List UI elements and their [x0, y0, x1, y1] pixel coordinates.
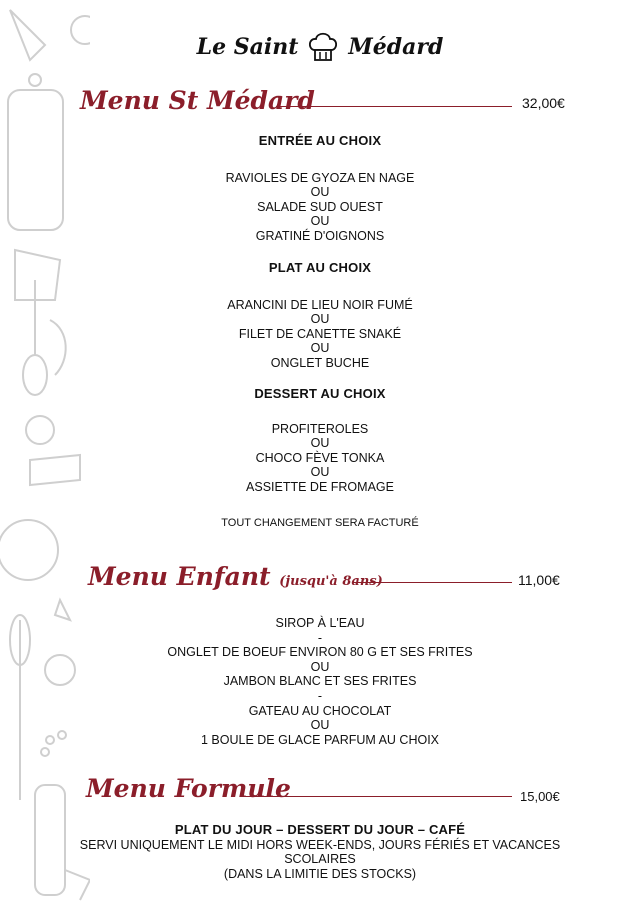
enfant-item: GATEAU AU CHOCOLAT	[248, 703, 392, 718]
enfant-item: -	[317, 688, 323, 703]
plat-item: ONGLET BUCHE	[270, 355, 370, 370]
plat-item: OU	[310, 312, 330, 327]
restaurant-header	[0, 30, 640, 64]
enfant-item: 1 BOULE DE GLACE PARFUM AU CHOIX	[200, 732, 440, 747]
enfant-item: OU	[310, 659, 330, 674]
dessert-item: CHOCO FÈVE TONKA	[255, 450, 385, 465]
menu-formule-title: Menu Formule	[86, 774, 291, 803]
menu-st-medard-title: Menu St Médard	[80, 86, 315, 115]
dessert-heading: DESSERT AU CHOIX	[254, 386, 386, 401]
plat-section	[0, 261, 640, 371]
plat-item: OU	[310, 341, 330, 356]
entree-item: SALADE SUD OUEST	[257, 199, 383, 214]
dessert-section	[0, 387, 640, 495]
plat-item: ARANCINI DE LIEU NOIR FUMÉ	[227, 297, 413, 312]
enfant-item: -	[317, 630, 323, 645]
menu-formule-price: 15,00€	[520, 789, 560, 804]
formule-line: (DANS LA LIMITIE DES STOCKS)	[223, 866, 417, 881]
menu-formule-rule	[242, 796, 512, 797]
formule-heading: PLAT DU JOUR – DESSERT DU JOUR – CAFÉ	[174, 822, 466, 837]
menu-st-medard-rule	[276, 106, 512, 107]
chef-hat-icon	[308, 30, 338, 64]
restaurant-logo	[197, 30, 444, 64]
dessert-item: PROFITEROLES	[271, 421, 369, 436]
menu-enfant-price: 11,00€	[518, 572, 560, 588]
entree-section	[0, 134, 640, 244]
entree-item: GRATINÉ D'OIGNONS	[255, 228, 385, 243]
change-note: TOUT CHANGEMENT SERA FACTURÉ	[221, 517, 419, 529]
formule-line: SCOLAIRES	[284, 852, 356, 867]
enfant-item: JAMBON BLANC ET SES FRITES	[223, 674, 417, 689]
menu-enfant-rule	[352, 582, 512, 583]
entree-item: OU	[310, 214, 330, 229]
entree-item: RAVIOLES DE GYOZA EN NAGE	[225, 170, 415, 185]
enfant-item: OU	[310, 718, 330, 733]
enfant-item: ONGLET DE BOEUF ENVIRON 80 G ET SES FRITES	[167, 645, 473, 660]
formule-section	[0, 823, 640, 881]
plat-heading: PLAT AU CHOIX	[268, 260, 372, 275]
dessert-item: OU	[310, 436, 330, 451]
enfant-item: SIROP À L'EAU	[275, 616, 365, 630]
dessert-item: OU	[310, 465, 330, 480]
menu-enfant-title-wrap	[88, 562, 383, 591]
restaurant-name-part2: Médard	[348, 34, 444, 60]
entree-heading: ENTRÉE AU CHOIX	[258, 133, 382, 148]
menu-enfant-subtitle: (jusqu'à 8ans)	[279, 574, 383, 589]
menu-st-medard-price: 32,00€	[522, 95, 565, 111]
formule-line: SERVI UNIQUEMENT LE MIDI HORS WEEK-ENDS, JOURS FÉRIÉS ET VACANCES	[79, 837, 561, 852]
entree-item: OU	[310, 185, 330, 200]
restaurant-name-part1: Le Saint	[196, 34, 299, 60]
plat-item: FILET DE CANETTE SNAKÉ	[238, 326, 402, 341]
dessert-item: ASSIETTE DE FROMAGE	[246, 479, 394, 494]
enfant-section	[0, 616, 640, 747]
menu-enfant-title: Menu Enfant	[88, 562, 271, 591]
